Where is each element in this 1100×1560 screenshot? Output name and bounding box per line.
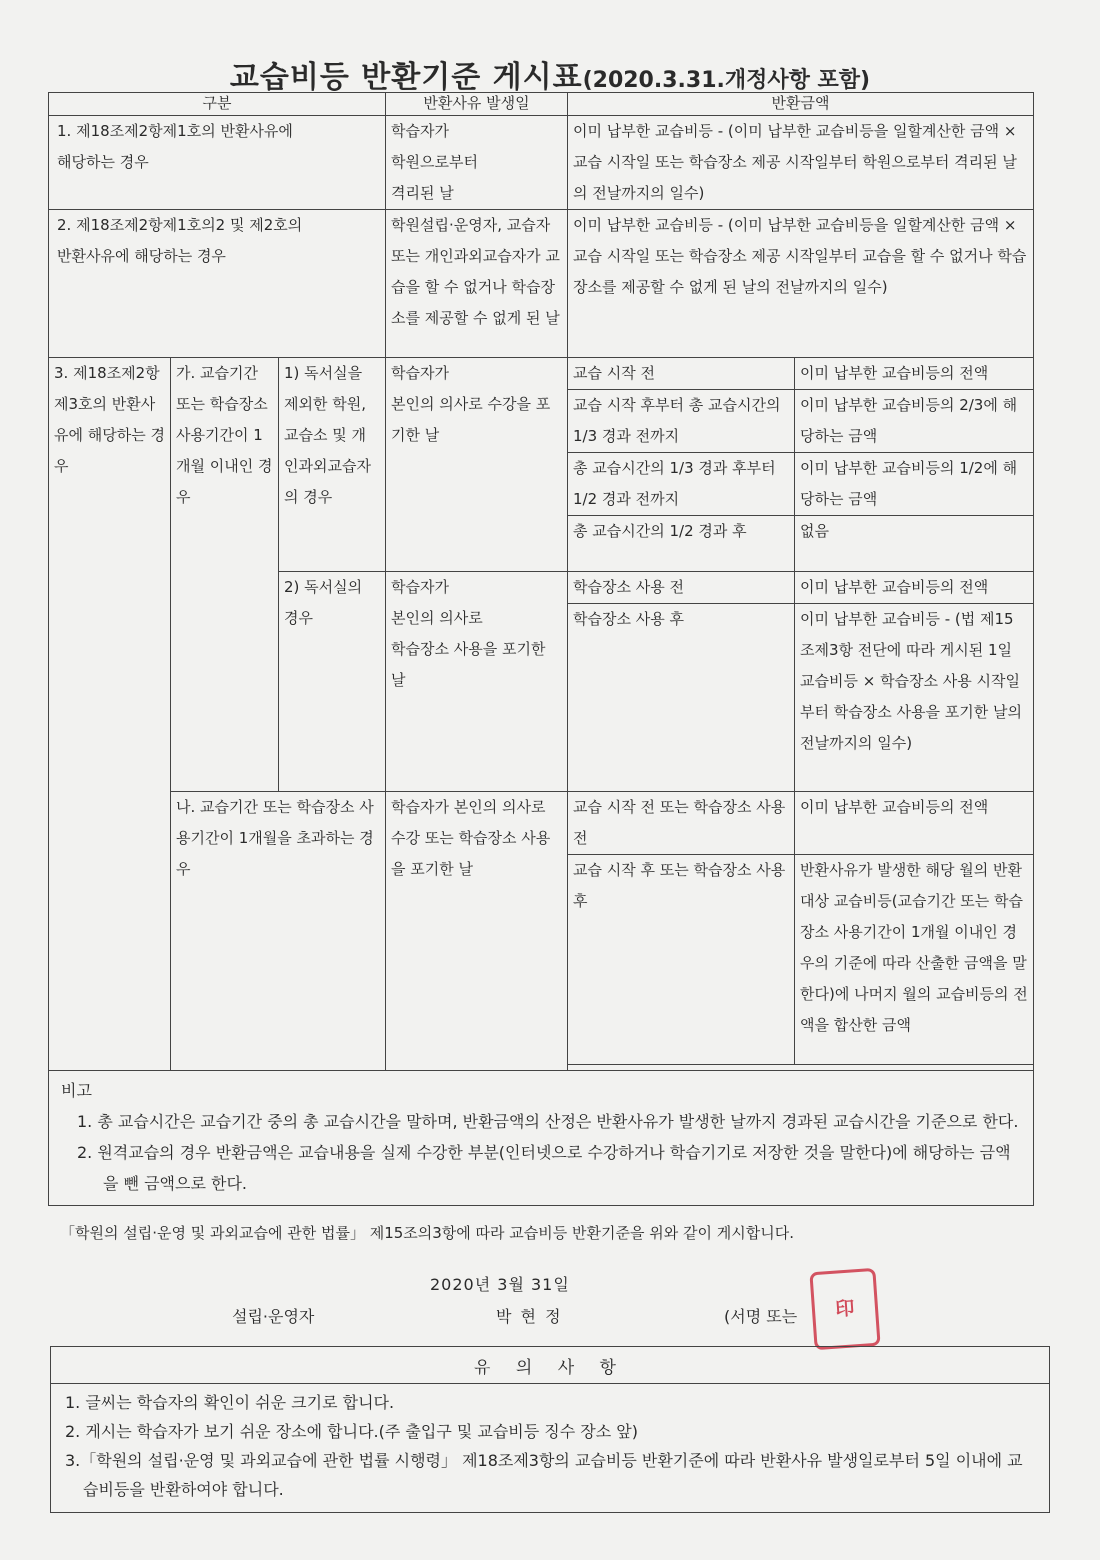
caution-item-3: 3.「학원의 설립·운영 및 과외교습에 관한 법률 시행령」 제18조제3항의 교습비등 반환기준에 따라 반환사유 발생일로부터 5일 이내에 교습비등을 반환하여야 합니다. (65, 1451, 1023, 1499)
row1-amount: 이미 납부한 교습비등 - (이미 납부한 교습비등을 일할계산한 금액 × 교습 시작일 또는 학습장소 제공 시작일부터 학원으로부터 격리된 날의 전날까지의 일수) (568, 116, 1034, 210)
na-amount-1: 이미 납부한 교습비등의 전액 (795, 792, 1034, 855)
header-category: 구분 (49, 93, 386, 116)
title-sub: (2020.3.31.개정사항 포함) (582, 68, 871, 93)
signer-name: 박 현 정 (496, 1307, 563, 1326)
sub2-period-2: 학습장소 사용 후 (568, 604, 795, 792)
row2-occurrence: 학원설립·운영자, 교습자 또는 개인과외교습자가 교습을 할 수 없거나 학습장소를 제공할 수 없게 된 날 (386, 210, 568, 358)
refund-standard-table (48, 92, 1034, 1206)
signer-role: 설립·운영자 (232, 1307, 315, 1326)
title-main: 교습비등 반환기준 게시표 (229, 60, 583, 95)
sub1-amount-1: 이미 납부한 교습비등의 전액 (795, 358, 1034, 390)
remarks-label: 비고 (61, 1081, 92, 1100)
remarks-cell (49, 1071, 1034, 1206)
sign-label: (서명 또는 (724, 1307, 798, 1326)
sub1-period-3: 총 교습시간의 1/3 경과 후부터 1/2 경과 전까지 (568, 453, 795, 516)
header-amount: 반환금액 (568, 93, 1034, 116)
table-row (49, 358, 1034, 390)
seal-stamp-icon: 印 (809, 1268, 880, 1350)
row3-category: 3. 제18조제2항제3호의 반환사유에 해당하는 경우 (49, 358, 171, 1071)
row3-na-occurrence: 학습자가 본인의 의사로 수강 또는 학습장소 사용을 포기한 날 (386, 792, 568, 1071)
row3-sub2: 2) 독서실의 경우 (279, 572, 386, 792)
cautions-box (50, 1346, 1050, 1513)
cautions-body (51, 1384, 1050, 1513)
na-amount-2: 반환사유가 발생한 해당 월의 반환 대상 교습비등(교습기간 또는 학습장소 사용기간이 1개월 이내인 경우의 기준에 따라 산출한 금액을 말한다)에 나머지 월의 교습비등의 전액을 합산한 금액 (795, 855, 1034, 1065)
table-row (49, 792, 1034, 855)
table-row (49, 210, 1034, 358)
sub2-amount-1: 이미 납부한 교습비등의 전액 (795, 572, 1034, 604)
sub2-amount-2: 이미 납부한 교습비등 - (법 제15조제3항 전단에 따라 게시된 1일 교습비등 × 학습장소 사용 시작일부터 학습장소 사용을 포기한 날의 전날까지의 일수) (795, 604, 1034, 792)
law-statement: 「학원의 설립·운영 및 과외교습에 관한 법률」 제15조의3항에 따라 교습비등 반환기준을 위와 같이 게시합니다. (60, 1224, 794, 1242)
row3-sub1-occurrence: 학습자가 본인의 의사로 수강을 포기한 날 (386, 358, 568, 572)
remark-item-2: 2. 원격교습의 경우 반환금액은 교습내용을 실제 수강한 부분(인터넷으로 수강하거나 학습기기로 저장한 것을 말한다)에 해당하는 금액을 뺀 금액으로 한다. (77, 1143, 1011, 1193)
sub1-amount-3: 이미 납부한 교습비등의 1/2에 해당하는 금액 (795, 453, 1034, 516)
header-occurrence: 반환사유 발생일 (386, 93, 568, 116)
sub1-period-2: 교습 시작 후부터 총 교습시간의 1/3 경과 전까지 (568, 390, 795, 453)
header-row (49, 93, 1034, 116)
sub2-period-1: 학습장소 사용 전 (568, 572, 795, 604)
cautions-title: 유 의 사 항 (51, 1347, 1050, 1384)
sub1-period-1: 교습 시작 전 (568, 358, 795, 390)
table-row (49, 116, 1034, 210)
row2-amount: 이미 납부한 교습비등 - (이미 납부한 교습비등을 일할계산한 금액 × 교습 시작일 또는 학습장소 제공 시작일부터 교습을 할 수 없거나 학습장소를 제공할 수 없게 된 날의 전날까지의 일수) (568, 210, 1034, 358)
row1-category: 1. 제18조제2항제1호의 반환사유에 해당하는 경우 (49, 116, 386, 210)
row2-category: 2. 제18조제2항제1호의2 및 제2호의 반환사유에 해당하는 경우 (49, 210, 386, 358)
row3-ga: 가. 교습기간 또는 학습장소 사용기간이 1개월 이내인 경우 (171, 358, 279, 792)
na-period-1: 교습 시작 전 또는 학습장소 사용 전 (568, 792, 795, 855)
row1-occurrence: 학습자가 학원으로부터 격리된 날 (386, 116, 568, 210)
caution-item-2: 2. 게시는 학습자가 보기 쉬운 장소에 합니다.(주 출입구 및 교습비등 징수 장소 앞) (65, 1422, 639, 1441)
sub1-amount-4: 없음 (795, 516, 1034, 572)
remark-item-1: 1. 총 교습시간은 교습기간 중의 총 교습시간을 말하며, 반환금액의 산정은 반환사유가 발생한 날까지 경과된 교습시간을 기준으로 한다. (77, 1112, 1019, 1131)
sub1-period-4: 총 교습시간의 1/2 경과 후 (568, 516, 795, 572)
caution-item-1: 1. 글씨는 학습자의 확인이 쉬운 크기로 합니다. (65, 1393, 395, 1412)
row3-sub1: 1) 독서실을 제외한 학원, 교습소 및 개인과외교습자의 경우 (279, 358, 386, 572)
page-title (0, 52, 1100, 96)
sub1-amount-2: 이미 납부한 교습비등의 2/3에 해당하는 금액 (795, 390, 1034, 453)
row3-na: 나. 교습기간 또는 학습장소 사용기간이 1개월을 초과하는 경우 (171, 792, 386, 1071)
row3-sub2-occurrence: 학습자가 본인의 의사로 학습장소 사용을 포기한 날 (386, 572, 568, 792)
remarks-row (49, 1071, 1034, 1206)
date: 2020년 3월 31일 (430, 1275, 570, 1294)
na-period-2: 교습 시작 후 또는 학습장소 사용 후 (568, 855, 795, 1065)
